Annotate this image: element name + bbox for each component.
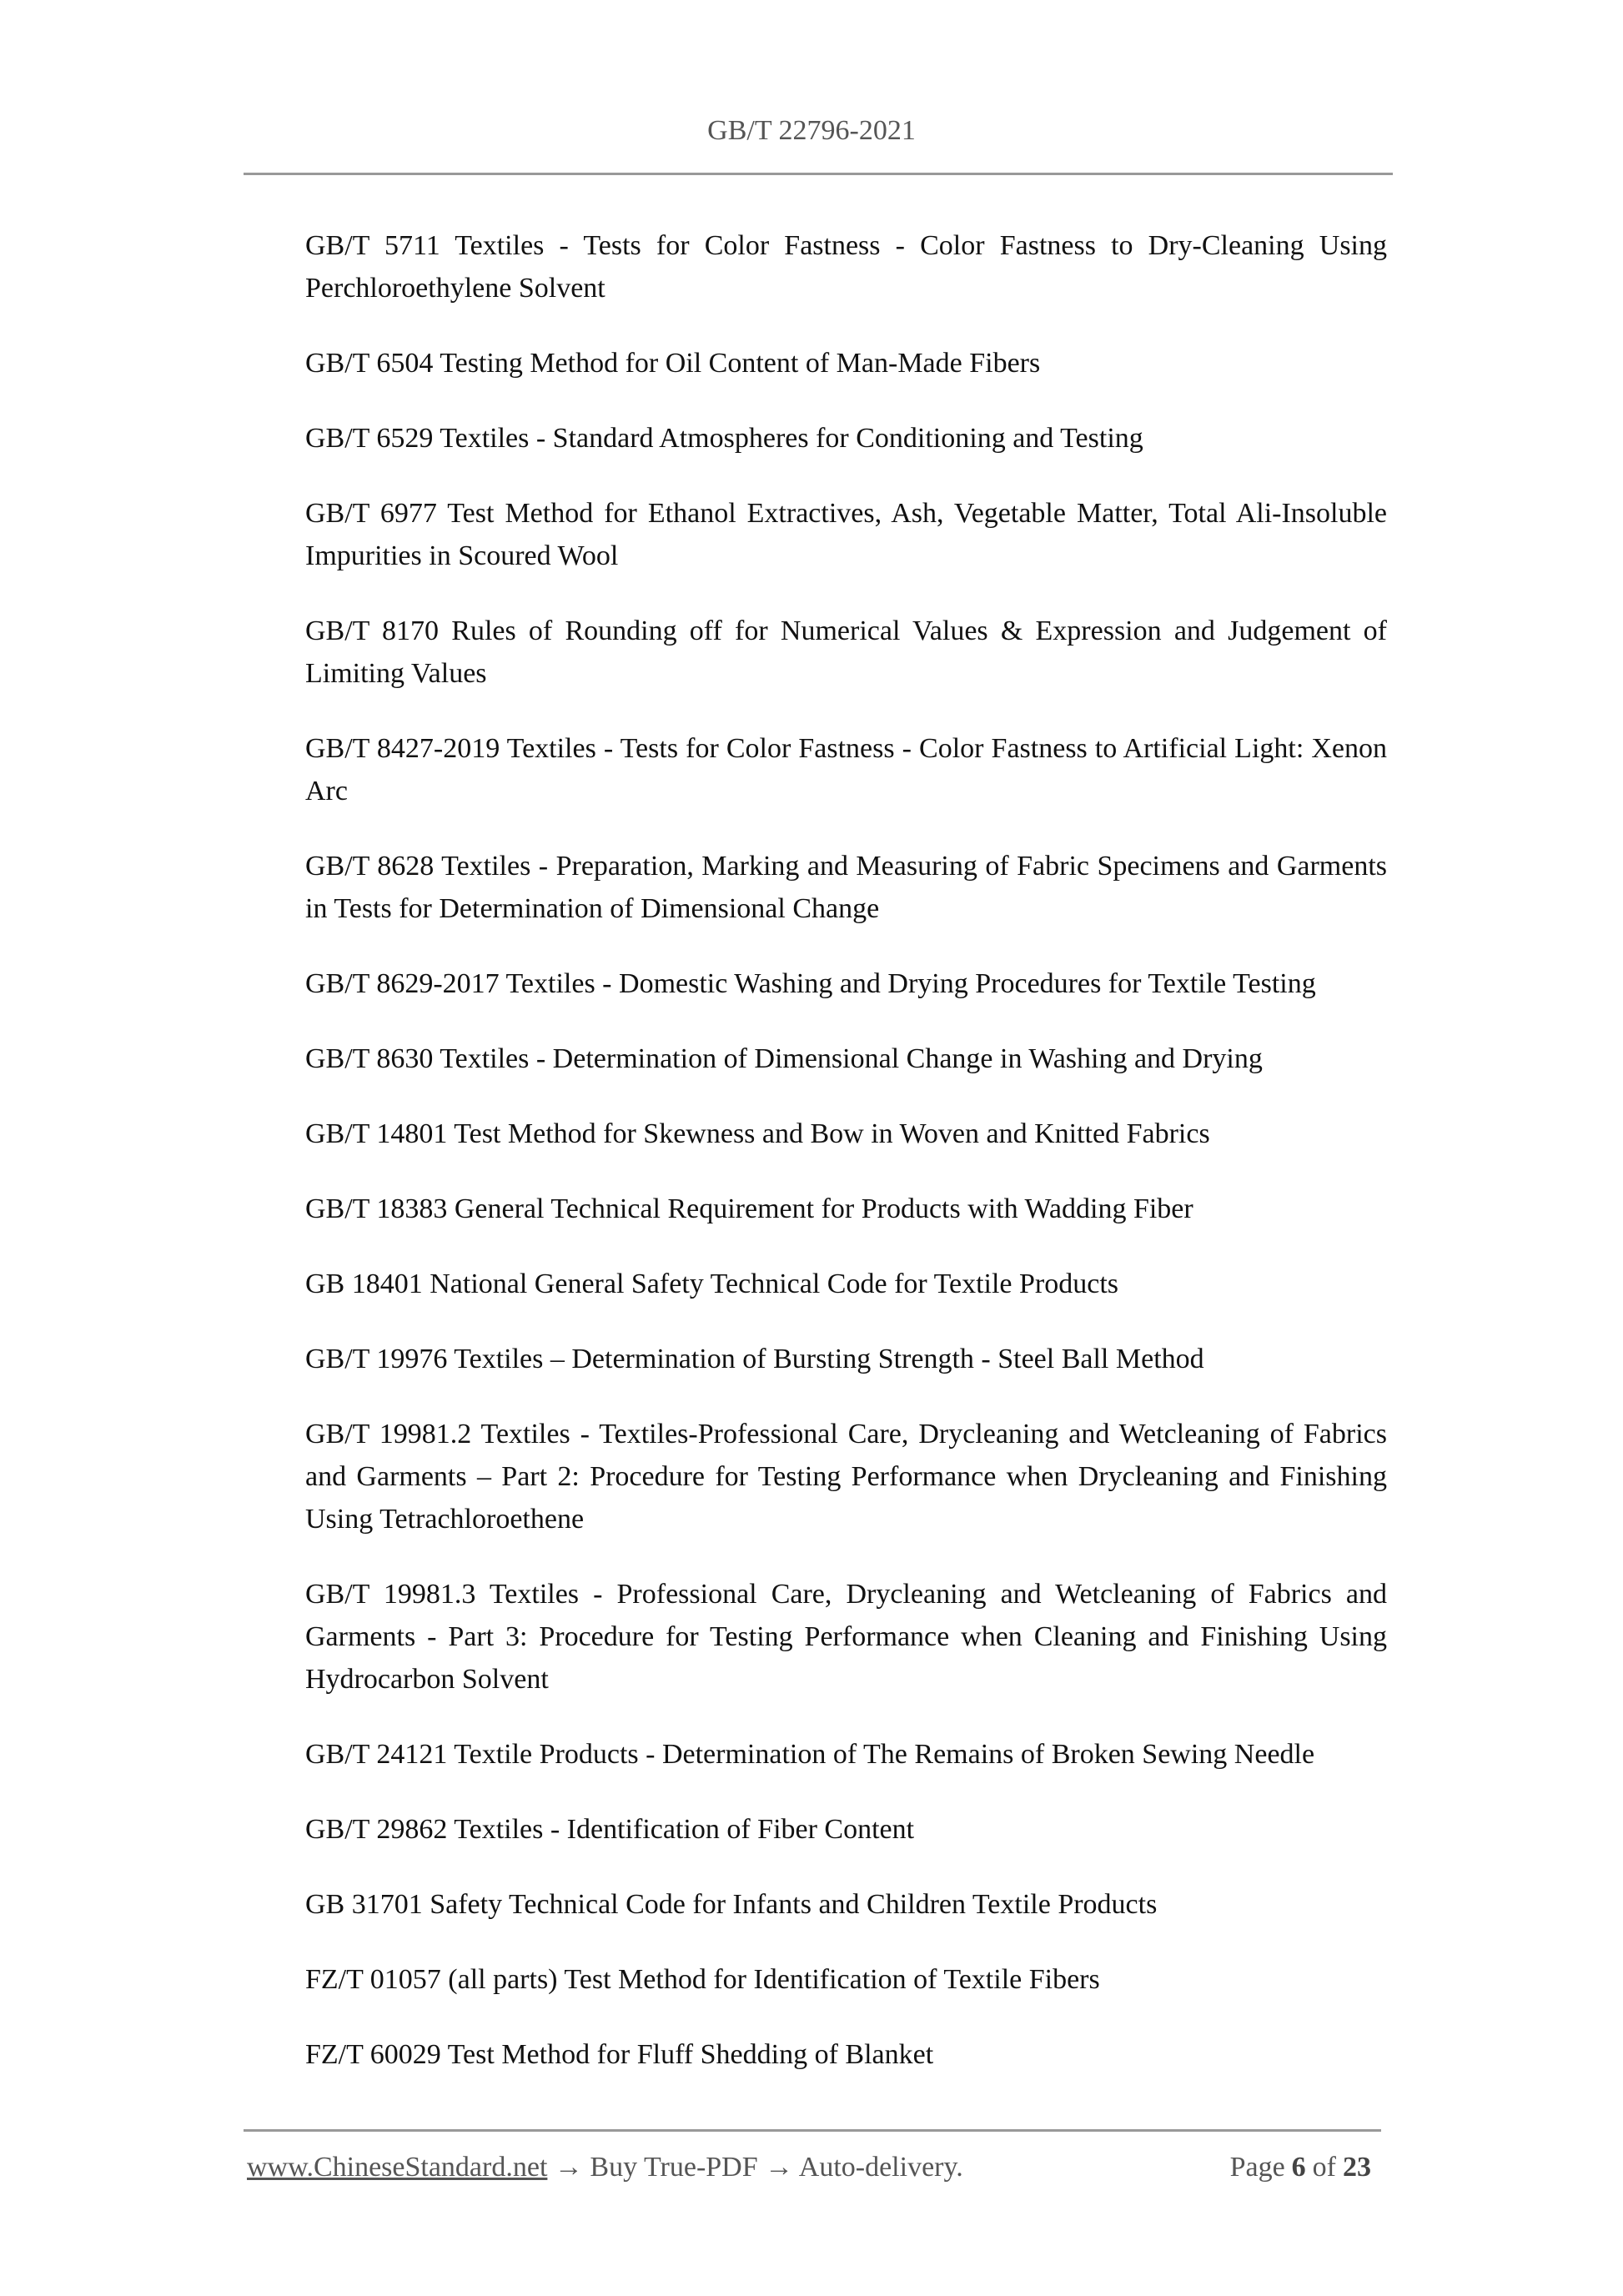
reference-item: FZ/T 01057 (all parts) Test Method for Identification of Textile Fibers — [305, 1964, 1100, 1995]
website-link[interactable]: www.ChineseStandard.net — [247, 2152, 548, 2183]
reference-item: GB 18401 National General Safety Technical Code for Textile Products — [305, 1269, 1119, 1299]
reference-item: GB/T 8427-2019 Textiles - Tests for Color Fastness - Color Fastness to Artificial Light: Xenon Arc — [305, 733, 1387, 806]
reference-item: GB/T 8630 Textiles - Determination of Dimensional Change in Washing and Drying — [305, 1043, 1263, 1074]
reference-item: GB/T 14801 Test Method for Skewness and Bow in Woven and Knitted Fabrics — [305, 1118, 1210, 1149]
page-footer — [247, 2152, 1378, 2183]
reference-item: GB/T 19976 Textiles – Determination of Bursting Strength - Steel Ball Method — [305, 1344, 1204, 1374]
reference-item: GB/T 19981.3 Textiles - Professional Care, Drycleaning and Wetcleaning of Fabrics and Garments - Part 3: Procedure for Testing Performance when Cleaning and Finishing Using Hydrocarbon Solvent — [305, 1579, 1387, 1695]
reference-item: GB/T 29862 Textiles - Identification of Fiber Content — [305, 1814, 915, 1845]
page-label: Page — [1229, 2152, 1285, 2183]
page-number — [1230, 2152, 1378, 2183]
footer-divider — [244, 2129, 1381, 2132]
reference-item: GB/T 6529 Textiles - Standard Atmospheres for Conditioning and Testing — [305, 423, 1143, 454]
delivery-text: Auto-delivery. — [798, 2152, 963, 2183]
current-page: 6 — [1291, 2152, 1306, 2183]
of-label: of — [1312, 2152, 1336, 2183]
reference-item: GB/T 8170 Rules of Rounding off for Numerical Values & Expression and Judgement of Limiting Values — [305, 615, 1387, 689]
reference-item: FZ/T 60029 Test Method for Fluff Shedding of Blanket — [305, 2039, 934, 2070]
reference-item: GB/T 8628 Textiles - Preparation, Marking and Measuring of Fabric Specimens and Garments in Tests for Determination of Dimensional Change — [305, 851, 1387, 924]
reference-item: GB/T 24121 Textile Products - Determination of The Remains of Broken Sewing Needle — [305, 1739, 1315, 1770]
reference-item: GB/T 18383 General Technical Requirement for Products with Wadding Fiber — [305, 1193, 1193, 1224]
reference-item: GB/T 6504 Testing Method for Oil Content of Man-Made Fibers — [305, 348, 1041, 379]
footer-promo — [247, 2152, 963, 2183]
reference-item: GB 31701 Safety Technical Code for Infants and Children Textile Products — [305, 1889, 1158, 1920]
header-divider — [244, 173, 1393, 175]
reference-item: GB/T 19981.2 Textiles - Textiles-Professional Care, Drycleaning and Wetcleaning of Fabrics and Garments – Part 2: Procedure for Testing Performance when Drycleaning and Finishing Using Tetrachloroethene — [305, 1419, 1387, 1535]
arrow-right-icon: → — [554, 2152, 583, 2183]
buy-text: Buy True-PDF — [590, 2152, 758, 2183]
total-pages: 23 — [1343, 2152, 1371, 2183]
reference-item: GB/T 5711 Textiles - Tests for Color Fastness - Color Fastness to Dry-Cleaning Using Perchloroethylene Solvent — [305, 230, 1387, 304]
reference-item: GB/T 8629-2017 Textiles - Domestic Washing and Drying Procedures for Textile Testing — [305, 968, 1316, 999]
normative-references-list — [305, 224, 1387, 2108]
document-header: GB/T 22796-2021 — [707, 115, 916, 146]
reference-item: GB/T 6977 Test Method for Ethanol Extractives, Ash, Vegetable Matter, Total Ali-Insoluble Impurities in Scoured Wool — [305, 498, 1387, 571]
arrow-right-icon: → — [765, 2152, 794, 2183]
